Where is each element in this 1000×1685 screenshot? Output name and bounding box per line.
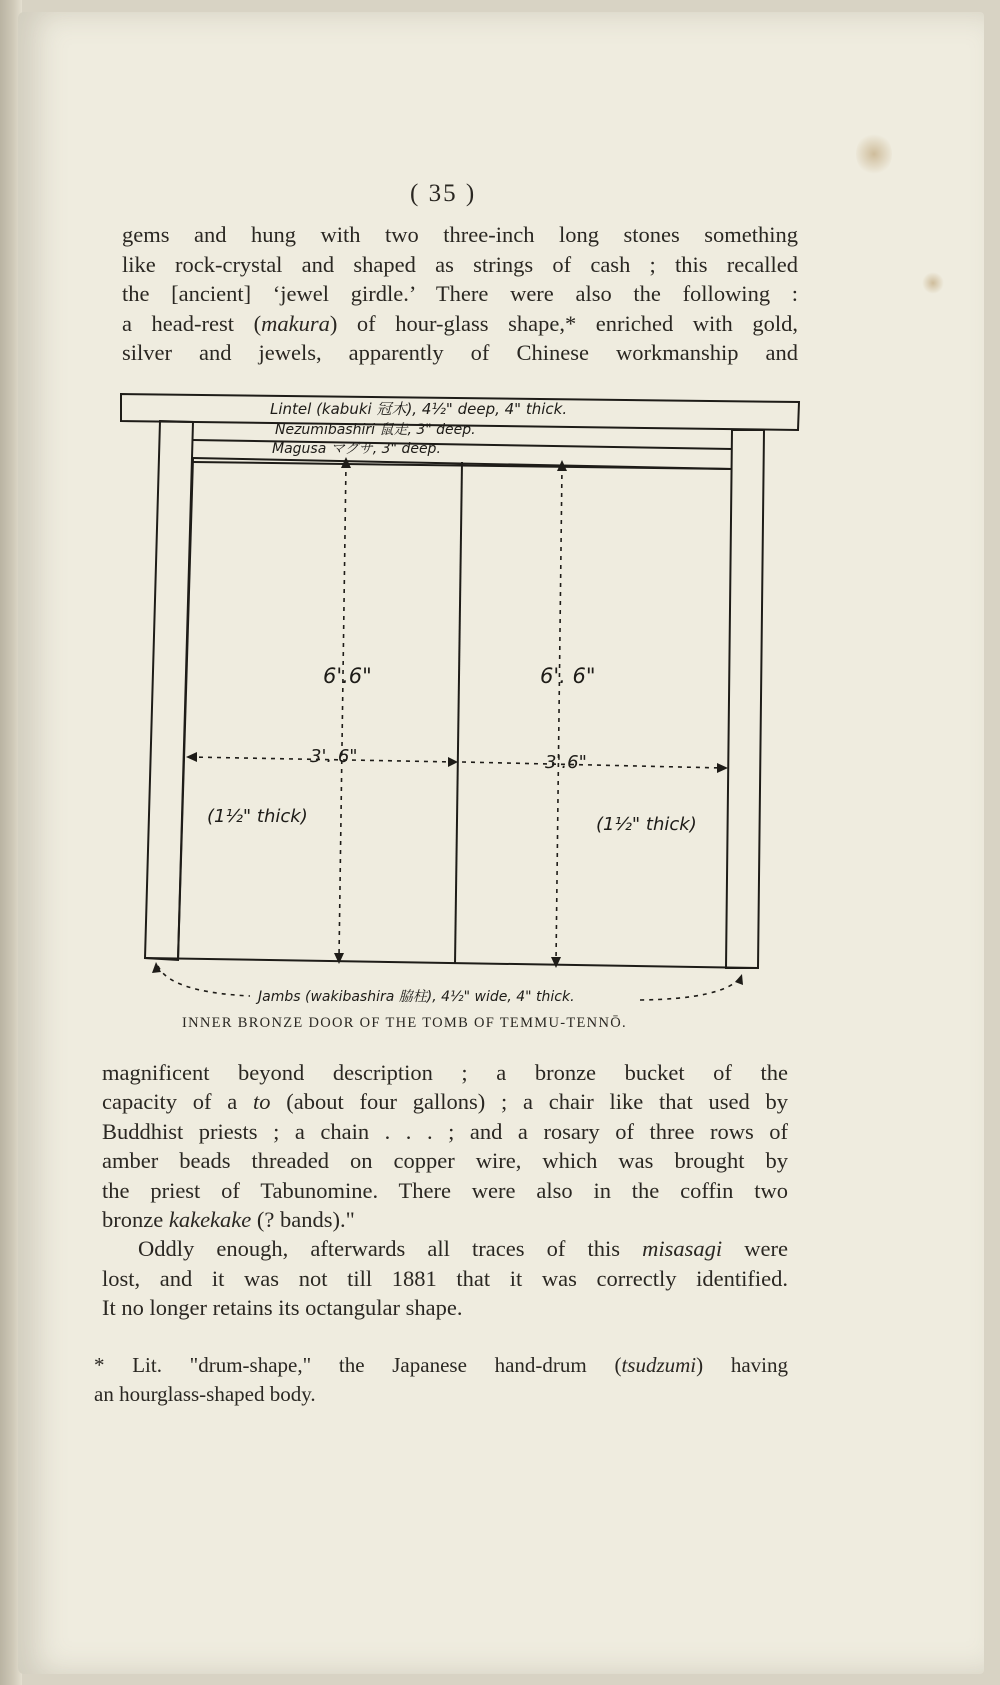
height-dim-left xyxy=(339,463,346,958)
figure-caption: INNER BRONZE DOOR OF THE TOMB OF TEMMU-TENNŌ. xyxy=(182,1015,627,1031)
text-line: It no longer retains its octangular shape. xyxy=(102,1295,463,1321)
height-label-left: 6'.6" xyxy=(323,664,372,688)
text-line: amber beads threaded on copper wire, which was brought by xyxy=(102,1148,788,1174)
width-label-right: 3'.6" xyxy=(545,752,587,773)
footnote xyxy=(94,1351,788,1409)
thickness-label-left: (1½" thick) xyxy=(207,806,308,827)
height-dim-right xyxy=(556,466,562,962)
text-line: gems and hung with two three-inch long stones something xyxy=(122,222,798,247)
height-label-right: 6'. 6" xyxy=(540,664,596,688)
arrow-up-left xyxy=(341,457,351,468)
text-line: the [ancient] ‘jewel girdle.’ There were also the following : xyxy=(122,281,798,307)
door-bottom xyxy=(145,958,758,968)
arrow-jamb-right xyxy=(735,974,743,985)
text-line: like rock-crystal and shaped as strings of cash ; this recalled xyxy=(122,251,798,277)
text-line: the priest of Tabunomine. There were also in the coffin two xyxy=(102,1177,788,1203)
text-line: bronze kakekake (? bands)." xyxy=(102,1207,355,1233)
footnote-line: * Lit. "drum-shape," the Japanese hand-drum (tsudzumi) having xyxy=(94,1353,788,1377)
text-line: a head-rest (makura) of hour-glass shape,* enriched with gold, xyxy=(122,310,798,336)
page-number: ( 35 ) xyxy=(410,180,477,207)
magusa-label: Magusa マグサ, 3" deep. xyxy=(272,441,441,457)
jambs-label: Jambs (wakibashira 脇柱), 4½" wide, 4" thick. xyxy=(258,989,575,1005)
footnote-line: an hourglass-shaped body. xyxy=(94,1382,316,1406)
thickness-label-right: (1½" thick) xyxy=(596,814,697,835)
paragraph-bottom xyxy=(102,1058,788,1323)
lintel-label: Lintel (kabuki 冠木), 4½" deep, 4" thick. xyxy=(270,400,568,418)
arrow-center xyxy=(448,757,458,767)
width-label-left: 3'. 6" xyxy=(310,746,358,767)
text-line: silver and jewels, apparently of Chinese workmanship and xyxy=(122,340,798,366)
text-line: magnificent beyond description ; a bronze bucket of the xyxy=(102,1060,788,1085)
nezumibashiri-label: Nezumibashiri 鼠走, 3" deep. xyxy=(275,422,476,438)
text-line: Oddly enough, afterwards all traces of this misasagi were xyxy=(138,1236,788,1262)
arrow-left xyxy=(186,752,197,762)
arrow-down-right xyxy=(551,957,561,968)
width-dim-right xyxy=(462,762,724,768)
text-line: capacity of a to (about four gallons) ; a chair like that used by xyxy=(102,1089,788,1115)
arrow-down-left xyxy=(334,953,344,964)
arrow-right xyxy=(717,763,728,773)
text-line: Buddhist priests ; a chain . . . ; and a rosary of three rows of xyxy=(102,1118,788,1144)
right-jamb xyxy=(726,430,764,968)
door-left-edge xyxy=(178,458,193,960)
door-center-split xyxy=(455,462,462,964)
text-line: lost, and it was not till 1881 that it was correctly identified. xyxy=(102,1265,788,1291)
